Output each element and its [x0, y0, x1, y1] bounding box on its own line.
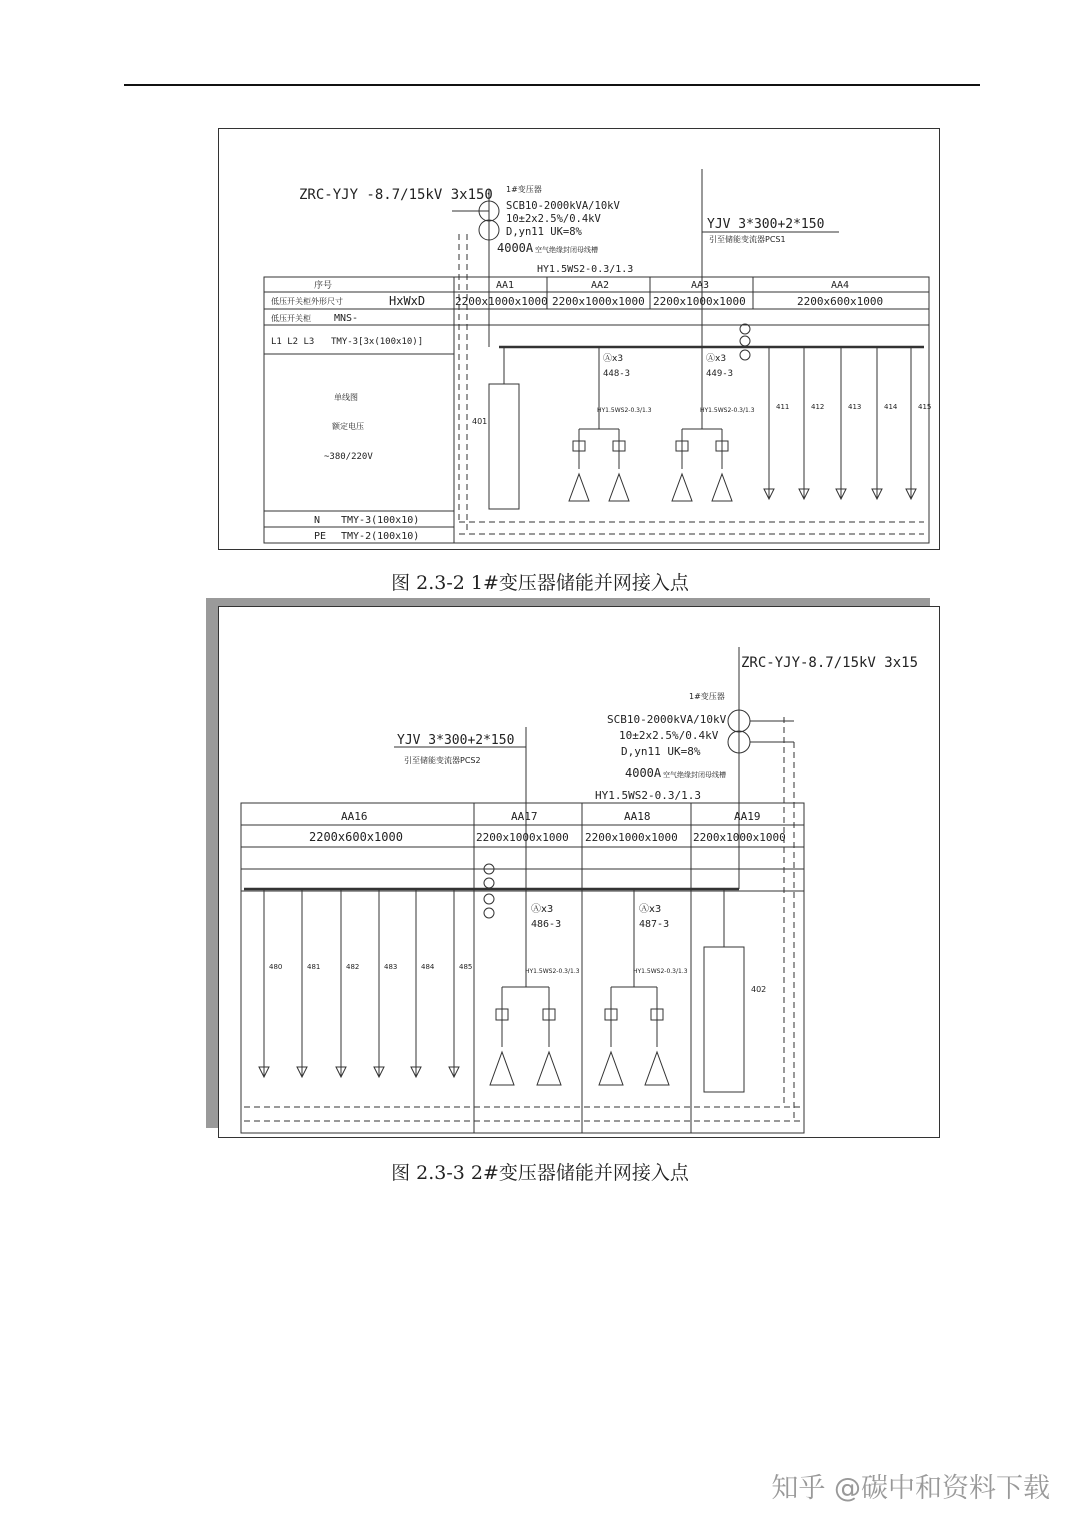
cabinet-size: 2200x1000x1000 [585, 831, 678, 844]
row-pe-val: TMY-2(100x10) [341, 531, 420, 542]
row-n-label: N [314, 515, 321, 526]
watermark: 知乎 @碳中和资料下载 [771, 1473, 1050, 1504]
breaker-label: HY1.5WS2-0.3/1.3 [700, 407, 755, 414]
pcs-cable: YJV 3*300+2*150 [397, 733, 515, 748]
transformer-model: SCB10-2000kVA/10kV [607, 713, 727, 726]
row-dims-unit: HxWxD [389, 294, 426, 308]
transformer-model: SCB10-2000kVA/10kV [506, 200, 620, 212]
ammeter-label: Ⓐx3 [531, 904, 554, 915]
row-voltage-val: ~380/220V [324, 452, 373, 462]
cabinet-id: AA1 [496, 280, 515, 291]
transformer-ratio: 10±2x2.5%/0.4kV [506, 213, 601, 225]
circuit-label: 449-3 [706, 369, 734, 379]
busway-rating: 4000A [497, 241, 534, 255]
cabinet-id: AA2 [591, 280, 610, 291]
row-cabinet: 低压开关柜 [271, 314, 311, 323]
figure-1-diagram [218, 128, 940, 550]
transformer-name: 1#变压器 [689, 692, 725, 701]
pcs-label: 引至储能变流器PCS1 [709, 235, 786, 244]
ammeter-label: Ⓐx3 [639, 904, 662, 915]
cabinet-id: AA18 [624, 810, 651, 823]
busway-desc: 空气绝缘封闭母线槽 [535, 246, 598, 254]
cabinet-size: 2200x600x1000 [309, 830, 403, 844]
circuit-label: 448-3 [603, 369, 631, 379]
row-single-line: 单线图 [334, 393, 358, 402]
ammeter-label: Ⓐx3 [706, 354, 727, 364]
circuit-label: 480 [269, 963, 283, 971]
cabinet-size: 2200x1000x1000 [455, 295, 548, 308]
circuit-label: 487-3 [639, 919, 670, 930]
figure-2-diagram [218, 606, 940, 1138]
circuit-label: 401 [472, 417, 488, 426]
pcs-label: 引至储能变流器PCS2 [404, 756, 481, 765]
circuit-label: 414 [884, 403, 898, 411]
circuit-label: 412 [811, 403, 825, 411]
transformer-vector: D,yn11 UK=8% [621, 745, 701, 758]
row-seq: 序号 [314, 281, 333, 291]
circuit-label: 486-3 [531, 919, 562, 930]
cabinet-id: AA17 [511, 810, 538, 823]
cabinet-size: 2200x600x1000 [797, 295, 884, 308]
cabinet-id: AA16 [341, 810, 368, 823]
cabinet-id: AA3 [691, 280, 710, 291]
row-rated-voltage: 额定电压 [332, 422, 364, 431]
cabinet-size: 2200x1000x1000 [476, 831, 569, 844]
transformer-name: 1#变压器 [506, 185, 542, 194]
header-rule [124, 84, 980, 86]
circuit-label: 411 [776, 403, 790, 411]
breaker-label: HY1.5WS2-0.3/1.3 [633, 968, 688, 975]
cabinet-size: 2200x1000x1000 [552, 295, 645, 308]
hv-cable-label: ZRC-YJY -8.7/15kV 3x150 [299, 187, 493, 203]
row-bus-val: TMY-3[3x(100x10)] [331, 337, 424, 347]
pcs-cable: YJV 3*300+2*150 [707, 217, 825, 232]
circuit-label: 484 [421, 963, 435, 971]
circuit-label: 413 [848, 403, 862, 411]
cabinet-id: AA19 [734, 810, 761, 823]
circuit-label: 483 [384, 963, 398, 971]
breaker-label: HY1.5WS2-0.3/1.3 [525, 968, 580, 975]
incomer-breaker: HY1.5WS2-0.3/1.3 [537, 264, 634, 275]
ammeter-label: Ⓐx3 [603, 354, 624, 364]
cabinet-size: 2200x1000x1000 [653, 295, 746, 308]
row-n-val: TMY-3(100x10) [341, 515, 420, 526]
hv-cable-label: ZRC-YJY-8.7/15kV 3x15 [741, 655, 919, 671]
single-line-diagram-2 [219, 607, 939, 1137]
incomer-breaker: HY1.5WS2-0.3/1.3 [595, 789, 701, 802]
cabinet-size: 2200x1000x1000 [693, 831, 786, 844]
row-cabinet-val: MNS- [334, 313, 359, 324]
circuit-label: 481 [307, 963, 321, 971]
figure-1-caption: 图 2.3-2 1#变压器储能并网接入点 [391, 572, 689, 594]
circuit-label: 482 [346, 963, 360, 971]
figure-2-caption: 图 2.3-3 2#变压器储能并网接入点 [391, 1162, 689, 1184]
transformer-ratio: 10±2x2.5%/0.4kV [619, 729, 719, 742]
circuit-label: 485 [459, 963, 473, 971]
busway-rating: 4000A [625, 766, 662, 780]
circuit-label: 402 [751, 985, 767, 994]
row-pe-label: PE [314, 531, 327, 542]
busway-desc: 空气绝缘封闭母线槽 [663, 771, 726, 779]
row-bus: L1 L2 L3 [271, 337, 315, 347]
single-line-diagram-1 [219, 129, 939, 549]
row-dims: 低压开关柜外形尺寸 [271, 297, 343, 306]
transformer-vector: D,yn11 UK=8% [506, 226, 582, 238]
circuit-label: 415 [918, 403, 932, 411]
cabinet-id: AA4 [831, 280, 850, 291]
breaker-label: HY1.5WS2-0.3/1.3 [597, 407, 652, 414]
